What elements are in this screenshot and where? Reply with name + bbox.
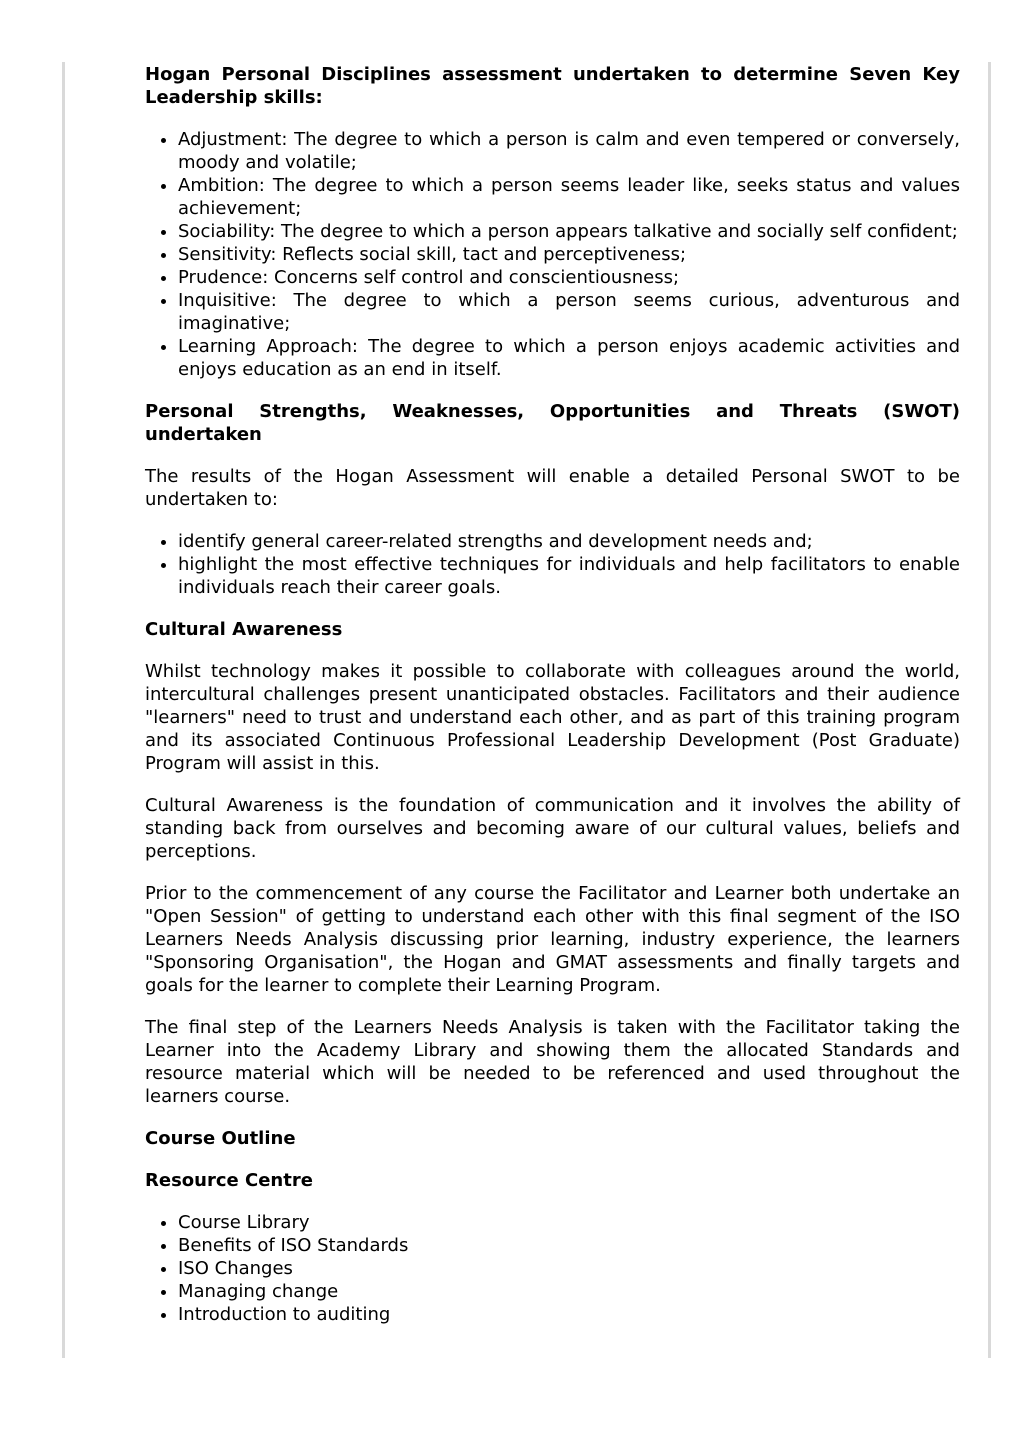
list-item: • Sociability: The degree to which a person appears talkative and socially self confident; (178, 220, 960, 243)
document-body (145, 63, 960, 1345)
list-item: • ISO Changes (178, 1257, 960, 1280)
resource-centre-list (145, 1211, 960, 1326)
cultural-paragraph: The final step of the Learners Needs Analysis is taken with the Facilitator taking the Learner into the Academy Library and showing them the allocated Standards and resource material which will be needed to be referenced and used throughout the learners course. (145, 1017, 960, 1107)
list-item: • Adjustment: The degree to which a person is calm and even tempered or conversely, moody and volatile; (178, 128, 960, 174)
right-border-rule (988, 62, 991, 1358)
section-heading-course-outline: Course Outline (145, 1128, 296, 1149)
list-item: • Learning Approach: The degree to which a person enjoys academic activities and enjoys education as an end in itself. (178, 335, 960, 381)
list-item: • Prudence: Concerns self control and conscientiousness; (178, 266, 960, 289)
list-item: • Inquisitive: The degree to which a person seems curious, adventurous and imaginative; (178, 289, 960, 335)
list-item: • identify general career-related strengths and development needs and; (178, 530, 960, 553)
list-item: • Benefits of ISO Standards (178, 1234, 960, 1257)
list-item: • Managing change (178, 1280, 960, 1303)
list-item: • Introduction to auditing (178, 1303, 960, 1326)
list-item: • Ambition: The degree to which a person seems leader like, seeks status and values achievement; (178, 174, 960, 220)
cultural-paragraph: Whilst technology makes it possible to collaborate with colleagues around the world, intercultural challenges present unanticipated obstacles. Facilitators and their audience "learners" need to trust and understand each other, and as part of this training program and its associated Continuous Professional Leadership Development (Post Graduate) Program will assist in this. (145, 661, 960, 774)
list-item: • Sensitivity: Reflects social skill, tact and perceptiveness; (178, 243, 960, 266)
cultural-paragraph: Cultural Awareness is the foundation of communication and it involves the ability of standing back from ourselves and becoming aware of our cultural values, beliefs and perceptions. (145, 795, 960, 862)
left-border-rule (62, 62, 65, 1358)
section-heading-resource-centre: Resource Centre (145, 1170, 313, 1191)
section-heading-swot: Personal Strengths, Weaknesses, Opportunities and Threats (SWOT) undertaken (145, 401, 960, 445)
section-heading-hogan: Hogan Personal Disciplines assessment undertaken to determine Seven Key Leadership skills: (145, 64, 960, 108)
hogan-skills-list (145, 128, 960, 381)
list-item: • highlight the most effective techniques for individuals and help facilitators to enable individuals reach their career goals. (178, 553, 960, 599)
section-heading-cultural-awareness: Cultural Awareness (145, 619, 343, 640)
swot-paragraph: The results of the Hogan Assessment will enable a detailed Personal SWOT to be undertaken to: (145, 466, 960, 510)
list-item: • Course Library (178, 1211, 960, 1234)
cultural-paragraph: Prior to the commencement of any course the Facilitator and Learner both undertake an "Open Session" of getting to understand each other with this final segment of the ISO Learners Needs Analysis discussing prior learning, industry experience, the learners "Sponsoring Organisation", the Hogan and GMAT assessments and finally targets and goals for the learner to complete their Learning Program. (145, 883, 960, 996)
swot-list (145, 530, 960, 599)
